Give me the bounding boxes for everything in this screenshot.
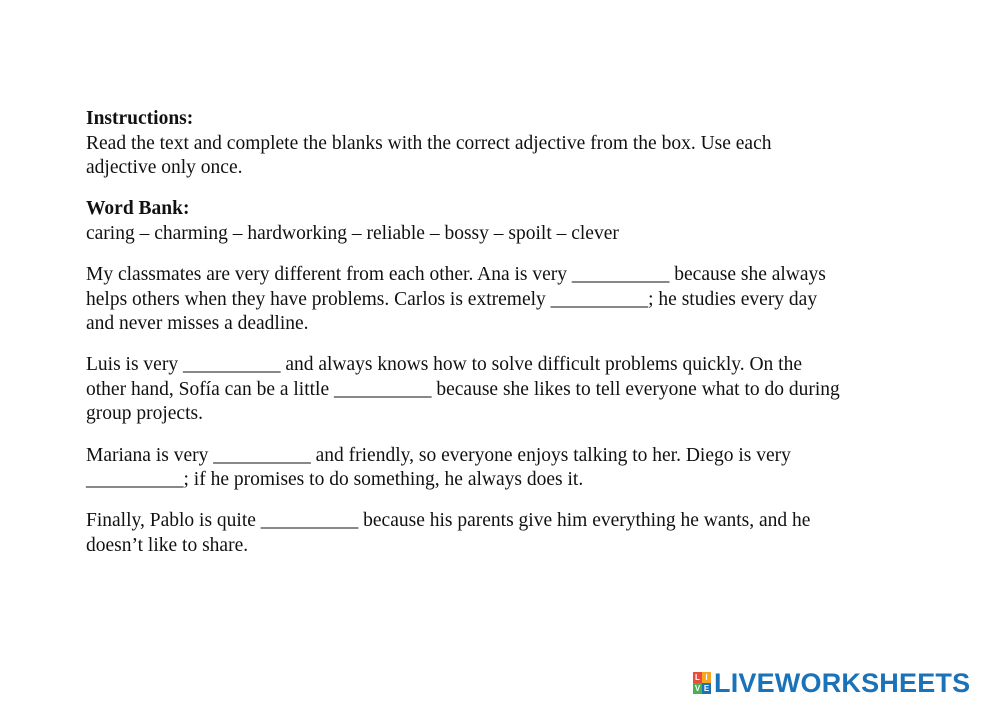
blank-1[interactable]: __________ bbox=[571, 263, 670, 285]
paragraph-4-line-2: doesn’t like to share. bbox=[86, 534, 249, 556]
text-segment: because his parents give him everything he wants, and he bbox=[358, 510, 811, 532]
paragraph-1 bbox=[86, 263, 926, 337]
instructions-line-2: adjective only once. bbox=[86, 157, 243, 179]
blank-5[interactable]: __________ bbox=[213, 444, 311, 466]
blank-2[interactable]: __________ bbox=[550, 288, 649, 310]
paragraph-3-line-1 bbox=[86, 444, 926, 469]
text-segment: helps others when they have problems. Carlos is extremely bbox=[86, 288, 551, 310]
text-segment: Finally, Pablo is quite bbox=[86, 510, 261, 532]
liveworksheets-logo bbox=[693, 668, 970, 698]
instructions-heading: Instructions: bbox=[86, 108, 194, 129]
text-segment: ; he studies every day bbox=[648, 288, 818, 310]
logo-text: LIVEWORKSHEETS bbox=[714, 668, 971, 698]
paragraph-3 bbox=[86, 444, 926, 493]
paragraph-2 bbox=[86, 353, 926, 427]
worksheet bbox=[86, 107, 926, 575]
paragraph-4-line-1 bbox=[86, 509, 926, 534]
text-segment: and friendly, so everyone enjoys talking to her. Diego is very bbox=[310, 444, 791, 466]
paragraph-4 bbox=[86, 509, 926, 558]
text-segment: because she always bbox=[669, 263, 826, 285]
word-bank-section bbox=[86, 197, 926, 246]
text-segment: Luis is very bbox=[86, 354, 183, 376]
text-segment: My classmates are very different from each other. Ana is very bbox=[86, 263, 572, 285]
instructions-section bbox=[86, 107, 926, 181]
paragraph-2-line-3: group projects. bbox=[86, 403, 203, 425]
paragraph-2-line-2 bbox=[86, 378, 926, 403]
blank-3[interactable]: __________ bbox=[182, 354, 281, 376]
text-segment: other hand, Sofía can be a little bbox=[86, 378, 334, 400]
text-segment: Mariana is very bbox=[86, 444, 214, 466]
blank-7[interactable]: __________ bbox=[260, 510, 359, 532]
text-segment: and always knows how to solve difficult problems quickly. On the bbox=[280, 354, 803, 376]
text-segment: because she likes to tell everyone what to do during bbox=[431, 378, 840, 400]
paragraph-1-line-3: and never misses a deadline. bbox=[86, 313, 309, 335]
logo-mark-icon bbox=[693, 672, 711, 694]
text-segment: ; if he promises to do something, he always does it. bbox=[183, 469, 584, 491]
paragraph-2-line-1 bbox=[86, 353, 926, 378]
paragraph-1-line-1 bbox=[86, 263, 926, 288]
logo-mark-letter: E bbox=[703, 684, 710, 693]
paragraph-1-line-2 bbox=[86, 288, 926, 313]
blank-4[interactable]: __________ bbox=[334, 378, 432, 400]
logo-mark-letter: I bbox=[702, 672, 711, 683]
paragraph-3-line-2 bbox=[86, 468, 926, 493]
logo-mark-letter: V bbox=[694, 684, 701, 693]
word-bank-words: caring – charming – hardworking – reliable – bossy – spoilt – clever bbox=[86, 222, 619, 244]
word-bank-heading: Word Bank: bbox=[86, 198, 190, 220]
blank-6[interactable]: __________ bbox=[86, 469, 184, 491]
logo-mark-letter: L bbox=[693, 672, 702, 683]
instructions-line-1: Read the text and complete the blanks with the correct adjective from the box. Use each bbox=[86, 132, 772, 154]
